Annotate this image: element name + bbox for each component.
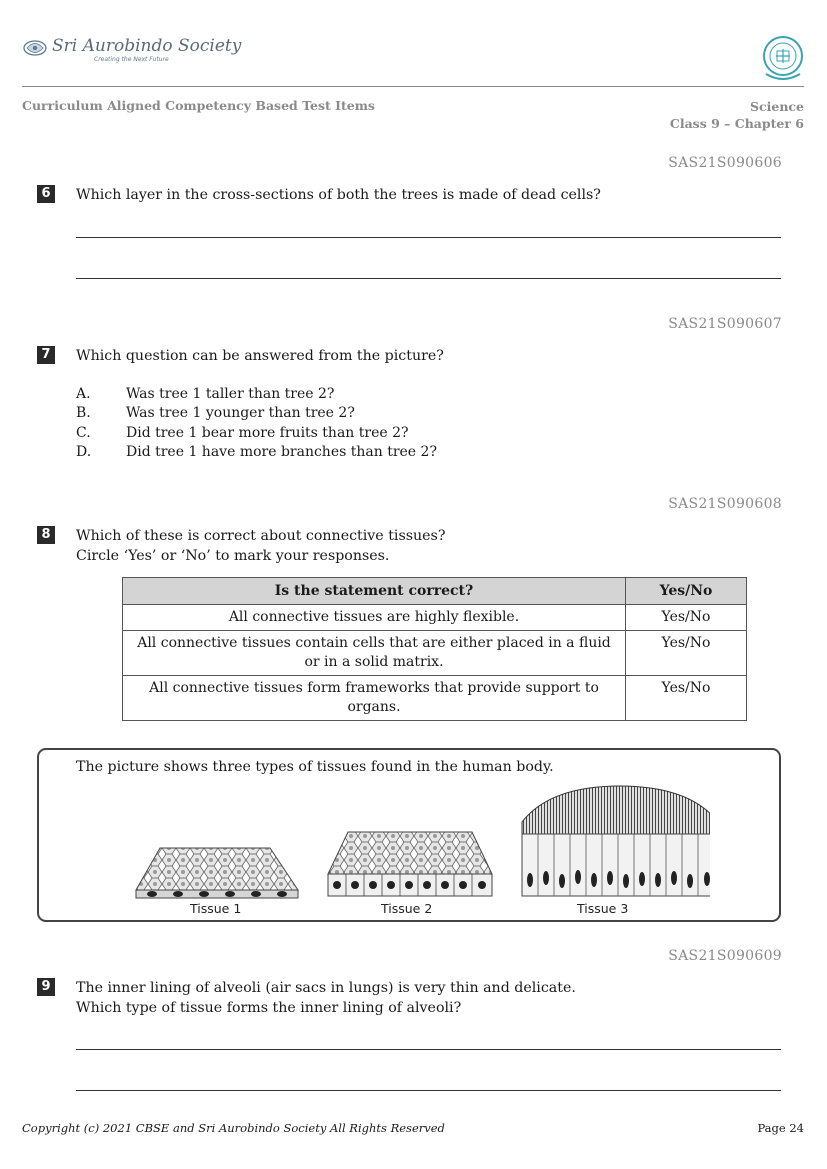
statement-table: [122, 577, 747, 721]
copyright: Copyright (c) 2021 CBSE and Sri Aurobindo Society All Rights Reserved: [22, 1121, 445, 1135]
org-logo: [22, 36, 242, 68]
option-text: Did tree 1 have more branches than tree 2?: [126, 444, 437, 460]
tissue-2-diagram: [328, 832, 492, 896]
table-row: [123, 676, 747, 721]
question-line: Which of these is correct about connective tissues?: [76, 528, 446, 544]
question-line: Circle ‘Yes’ or ‘No’ to mark your responses.: [76, 548, 390, 564]
option-letter: A.: [76, 386, 91, 402]
document-title: Curriculum Aligned Competency Based Test Items: [22, 98, 375, 113]
option-a[interactable]: [76, 385, 334, 405]
statement-cell: All connective tissues are highly flexible.: [123, 605, 626, 631]
table-header: Yes/No: [626, 578, 747, 605]
statement-cell: All connective tissues contain cells that are either placed in a fluid or in a solid matrix.: [123, 631, 626, 676]
tissue-label: Tissue 2: [381, 901, 433, 916]
question-number: 7: [37, 346, 55, 364]
option-letter: B.: [76, 405, 91, 421]
question-code: SAS21S090609: [668, 948, 782, 964]
question-number: 6: [37, 185, 55, 203]
option-d[interactable]: [76, 443, 437, 463]
cbse-seal-icon: [760, 34, 806, 84]
option-letter: D.: [76, 444, 92, 460]
question-line: Which type of tissue forms the inner lining of alveoli?: [76, 1000, 462, 1016]
yes-no-cell[interactable]: Yes/No: [626, 631, 747, 676]
lotus-icon: [22, 38, 48, 58]
tissue-label: Tissue 3: [577, 901, 629, 916]
answer-line[interactable]: [76, 1049, 781, 1050]
tissue-label: Tissue 1: [190, 901, 242, 916]
question-number: 8: [37, 526, 55, 544]
org-name: Sri Aurobindo Society: [52, 36, 242, 56]
question-code: SAS21S090606: [668, 155, 782, 171]
yes-no-cell[interactable]: Yes/No: [626, 676, 747, 721]
question-text: [76, 526, 445, 566]
question-number: 9: [37, 978, 55, 996]
question-text: [76, 978, 576, 1018]
answer-line[interactable]: [76, 237, 781, 238]
question-code: SAS21S090607: [668, 316, 782, 332]
page-number: Page 24: [757, 1121, 804, 1135]
tissue-1-diagram: [136, 848, 298, 898]
subject: Science: [750, 99, 804, 114]
table-header: Is the statement correct?: [123, 578, 626, 605]
org-tagline: Creating the Next Future: [94, 56, 169, 63]
option-text: Was tree 1 younger than tree 2?: [126, 405, 355, 421]
tissue-3-diagram: [522, 786, 710, 896]
yes-no-cell[interactable]: Yes/No: [626, 605, 747, 631]
option-text: Did tree 1 bear more fruits than tree 2?: [126, 425, 409, 441]
option-text: Was tree 1 taller than tree 2?: [126, 386, 335, 402]
question-text: Which question can be answered from the picture?: [76, 348, 444, 364]
option-c[interactable]: [76, 424, 409, 444]
answer-line[interactable]: [76, 278, 781, 279]
statement-cell: All connective tissues form frameworks that provide support to organs.: [123, 676, 626, 721]
class-chapter: Class 9 – Chapter 6: [669, 116, 804, 131]
cbse-seal: [760, 34, 806, 84]
question-text: Which layer in the cross-sections of both the trees is made of dead cells?: [76, 187, 601, 203]
stimulus-text: The picture shows three types of tissues found in the human body.: [76, 759, 554, 775]
option-letter: C.: [76, 425, 91, 441]
table-row: [123, 605, 747, 631]
question-line: The inner lining of alveoli (air sacs in lungs) is very thin and delicate.: [76, 980, 576, 996]
option-b[interactable]: [76, 404, 355, 424]
answer-line[interactable]: [76, 1090, 781, 1091]
header-rule: [22, 86, 804, 87]
table-row: [123, 631, 747, 676]
table-header-row: [123, 578, 747, 605]
question-code: SAS21S090608: [668, 496, 782, 512]
subject-info: [670, 98, 804, 132]
